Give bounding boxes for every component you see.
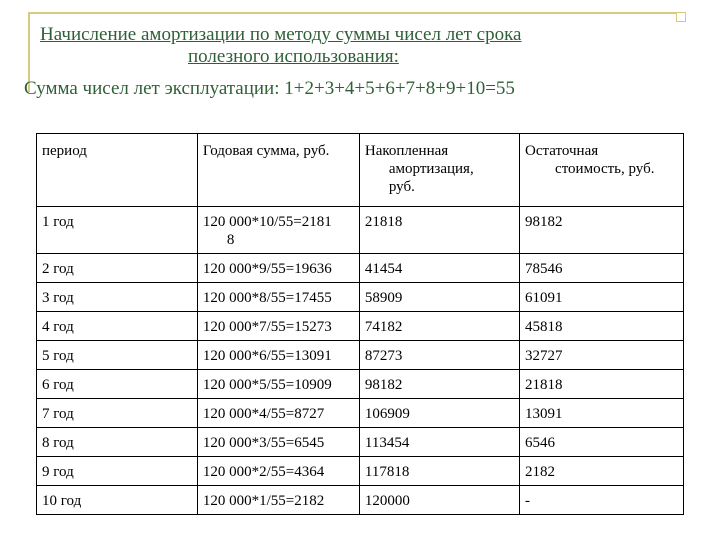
cell-accumulated: 98182 [359, 370, 519, 399]
cell-annual: 120 000*8/55=17455 [197, 283, 359, 312]
depreciation-table [36, 133, 684, 515]
cell-annual: 120 000*6/55=13091 [197, 341, 359, 370]
cell-period: 8 год [37, 428, 198, 457]
cell-period: 5 год [37, 341, 198, 370]
cell-accumulated: 41454 [359, 254, 519, 283]
cell-annual: 120 000*7/55=15273 [197, 312, 359, 341]
cell-annual-text: 120 000*10/55=2181 [202, 214, 332, 230]
cell-accumulated: 120000 [359, 486, 519, 515]
table-row [37, 457, 684, 486]
cell-annual: 120 000*3/55=6545 [197, 428, 359, 457]
cell-annual: 120 000*9/55=19636 [197, 254, 359, 283]
cell-accumulated: 87273 [359, 341, 519, 370]
slide-subtitle: Сумма чисел лет эксплуатации: 1+2+3+4+5+6+7+8+9+10=55 [24, 78, 515, 99]
header-accumulated [359, 134, 519, 207]
title-line-1: Начисление амортизации по методу суммы чисел лет срока [40, 24, 522, 45]
cell-residual: 2182 [520, 457, 684, 486]
cell-annual-wrap: 8 [226, 232, 235, 248]
cell-accumulated: 106909 [359, 399, 519, 428]
cell-annual: 120 000*4/55=8727 [197, 399, 359, 428]
cell-period: 10 год [37, 486, 198, 515]
cell-annual: 120 000*1/55=2182 [197, 486, 359, 515]
cell-period: 6 год [37, 370, 198, 399]
cell-period: 9 год [37, 457, 198, 486]
cell-annual [197, 207, 359, 254]
frame-line-horizontal [28, 12, 678, 14]
cell-accumulated: 21818 [359, 207, 519, 254]
table-row [37, 312, 684, 341]
cell-accumulated: 113454 [359, 428, 519, 457]
cell-residual: - [520, 486, 684, 515]
table-row [37, 399, 684, 428]
header-accumulated-line-3: руб. [388, 179, 415, 195]
cell-period: 3 год [37, 283, 198, 312]
cell-residual: 13091 [520, 399, 684, 428]
table-row [37, 283, 684, 312]
cell-residual: 45818 [520, 312, 684, 341]
header-period: период [37, 134, 198, 207]
table-row [37, 370, 684, 399]
cell-accumulated: 74182 [359, 312, 519, 341]
table-row [37, 341, 684, 370]
cell-residual: 78546 [520, 254, 684, 283]
header-accumulated-line-1: Накопленная [364, 143, 449, 159]
cell-period: 1 год [37, 207, 198, 254]
header-annual: Годовая сумма, руб. [197, 134, 359, 207]
header-residual-line-2: стоимость, руб. [555, 161, 655, 177]
table-row [37, 428, 684, 457]
title-line-2: полезного использования: [188, 46, 399, 67]
cell-annual: 120 000*5/55=10909 [197, 370, 359, 399]
cell-period: 4 год [37, 312, 198, 341]
cell-residual: 61091 [520, 283, 684, 312]
cell-period: 7 год [37, 399, 198, 428]
header-accumulated-line-2: амортизация, [388, 161, 474, 177]
cell-annual: 120 000*2/55=4364 [197, 457, 359, 486]
cell-residual: 32727 [520, 341, 684, 370]
cell-accumulated: 58909 [359, 283, 519, 312]
slide-title [40, 24, 620, 68]
cell-residual: 21818 [520, 370, 684, 399]
table-header-row [37, 134, 684, 207]
header-residual-line-1: Остаточная [525, 143, 599, 159]
cell-accumulated: 117818 [359, 457, 519, 486]
table-row [37, 254, 684, 283]
table-row [37, 486, 684, 515]
header-residual [520, 134, 684, 207]
cell-residual: 6546 [520, 428, 684, 457]
cell-period: 2 год [37, 254, 198, 283]
table-row [37, 207, 684, 254]
frame-corner-square [676, 12, 686, 22]
cell-residual: 98182 [520, 207, 684, 254]
